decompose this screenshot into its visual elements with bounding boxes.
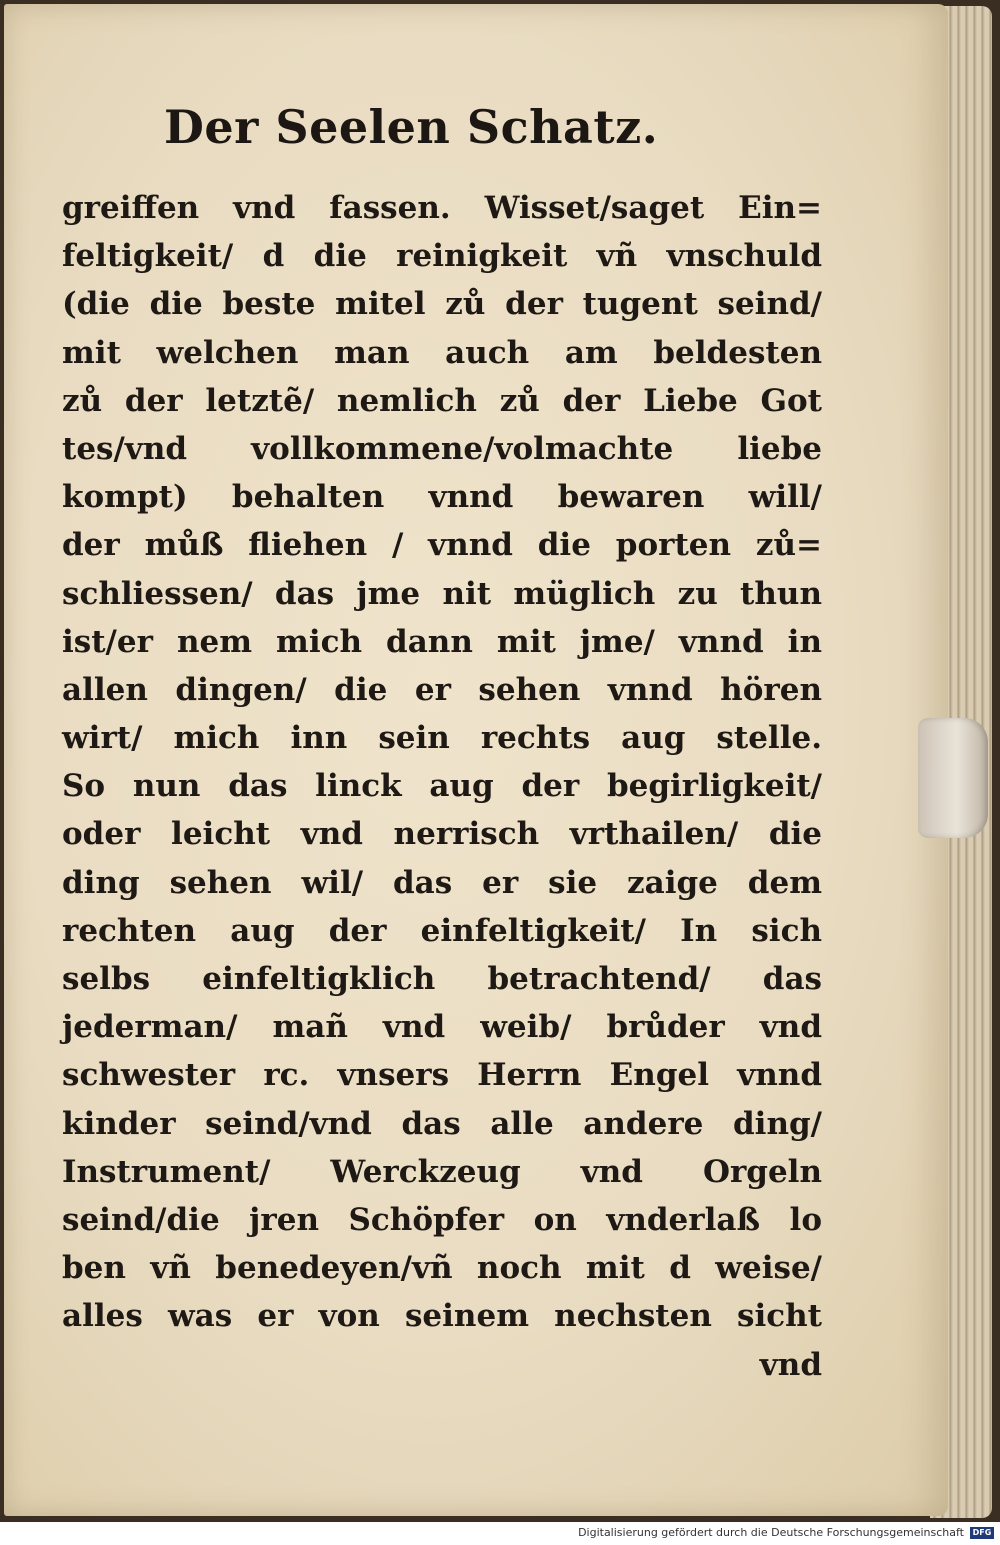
- book-page: [4, 4, 948, 1516]
- text-line: kompt) behalten vnnd bewaren will/: [62, 479, 822, 516]
- text-line: zů der letztẽ/ nemlich zů der Liebe Got: [62, 382, 822, 419]
- text-line: allen dingen/ die er sehen vnnd hören: [62, 671, 822, 708]
- text-line: ist/er nem mich dann mit jme/ vnnd in: [62, 623, 822, 660]
- text-line: tes/vnd vollkommene/volmachte liebe: [62, 430, 822, 467]
- text-line: Instrument/ Werckzeug vnd Orgeln: [62, 1153, 822, 1190]
- text-line: kinder seind/vnd das alle andere ding/: [62, 1105, 822, 1142]
- text-line: ding sehen wil/ das er sie zaige dem: [62, 864, 822, 901]
- catchword: vnd: [759, 1346, 822, 1383]
- text-line: ben vñ benedeyen/vñ noch mit d weise/: [62, 1250, 822, 1287]
- running-title: Der Seelen Schatz.: [164, 100, 659, 154]
- text-line: oder leicht vnd nerrisch vrthailen/ die: [62, 816, 822, 853]
- text-line: (die die beste mitel zů der tugent seind/: [62, 286, 822, 323]
- text-line: alles was er von seinem nechsten sicht: [62, 1298, 822, 1335]
- book-clasp: [918, 718, 988, 838]
- text-line: feltigkeit/ d die reinigkeit vñ vnschuld: [62, 238, 822, 275]
- text-line: greiffen vnd fassen. Wisset/saget Ein=: [62, 190, 822, 226]
- text-line: selbs einfeltigklich betrachtend/ das: [62, 961, 822, 997]
- text-line: schwester rc. vnsers Herrn Engel vnnd: [62, 1057, 822, 1094]
- text-line: schliessen/ das jme nit müglich zu thun: [62, 575, 822, 612]
- text-line: der můß fliehen / vnnd die porten zů=: [62, 527, 822, 564]
- footer-bar: [0, 1522, 1000, 1545]
- text-line: jederman/ mañ vnd weib/ brůder vnd: [62, 1009, 822, 1046]
- text-line: mit welchen man auch am beldesten: [62, 334, 822, 371]
- text-line: wirt/ mich inn sein rechts aug stelle.: [62, 720, 822, 757]
- text-line: So nun das linck aug der begirligkeit/: [62, 768, 822, 805]
- text-line: seind/die jren Schöpfer on vnderlaß lo: [62, 1201, 822, 1238]
- dfg-logo: DFG: [970, 1527, 994, 1539]
- text-line: rechten aug der einfeltigkeit/ In sich: [62, 912, 822, 949]
- funding-credit: Digitalisierung gefördert durch die Deutsche Forschungsgemeinschaft: [578, 1526, 964, 1539]
- body-text: [62, 184, 822, 1389]
